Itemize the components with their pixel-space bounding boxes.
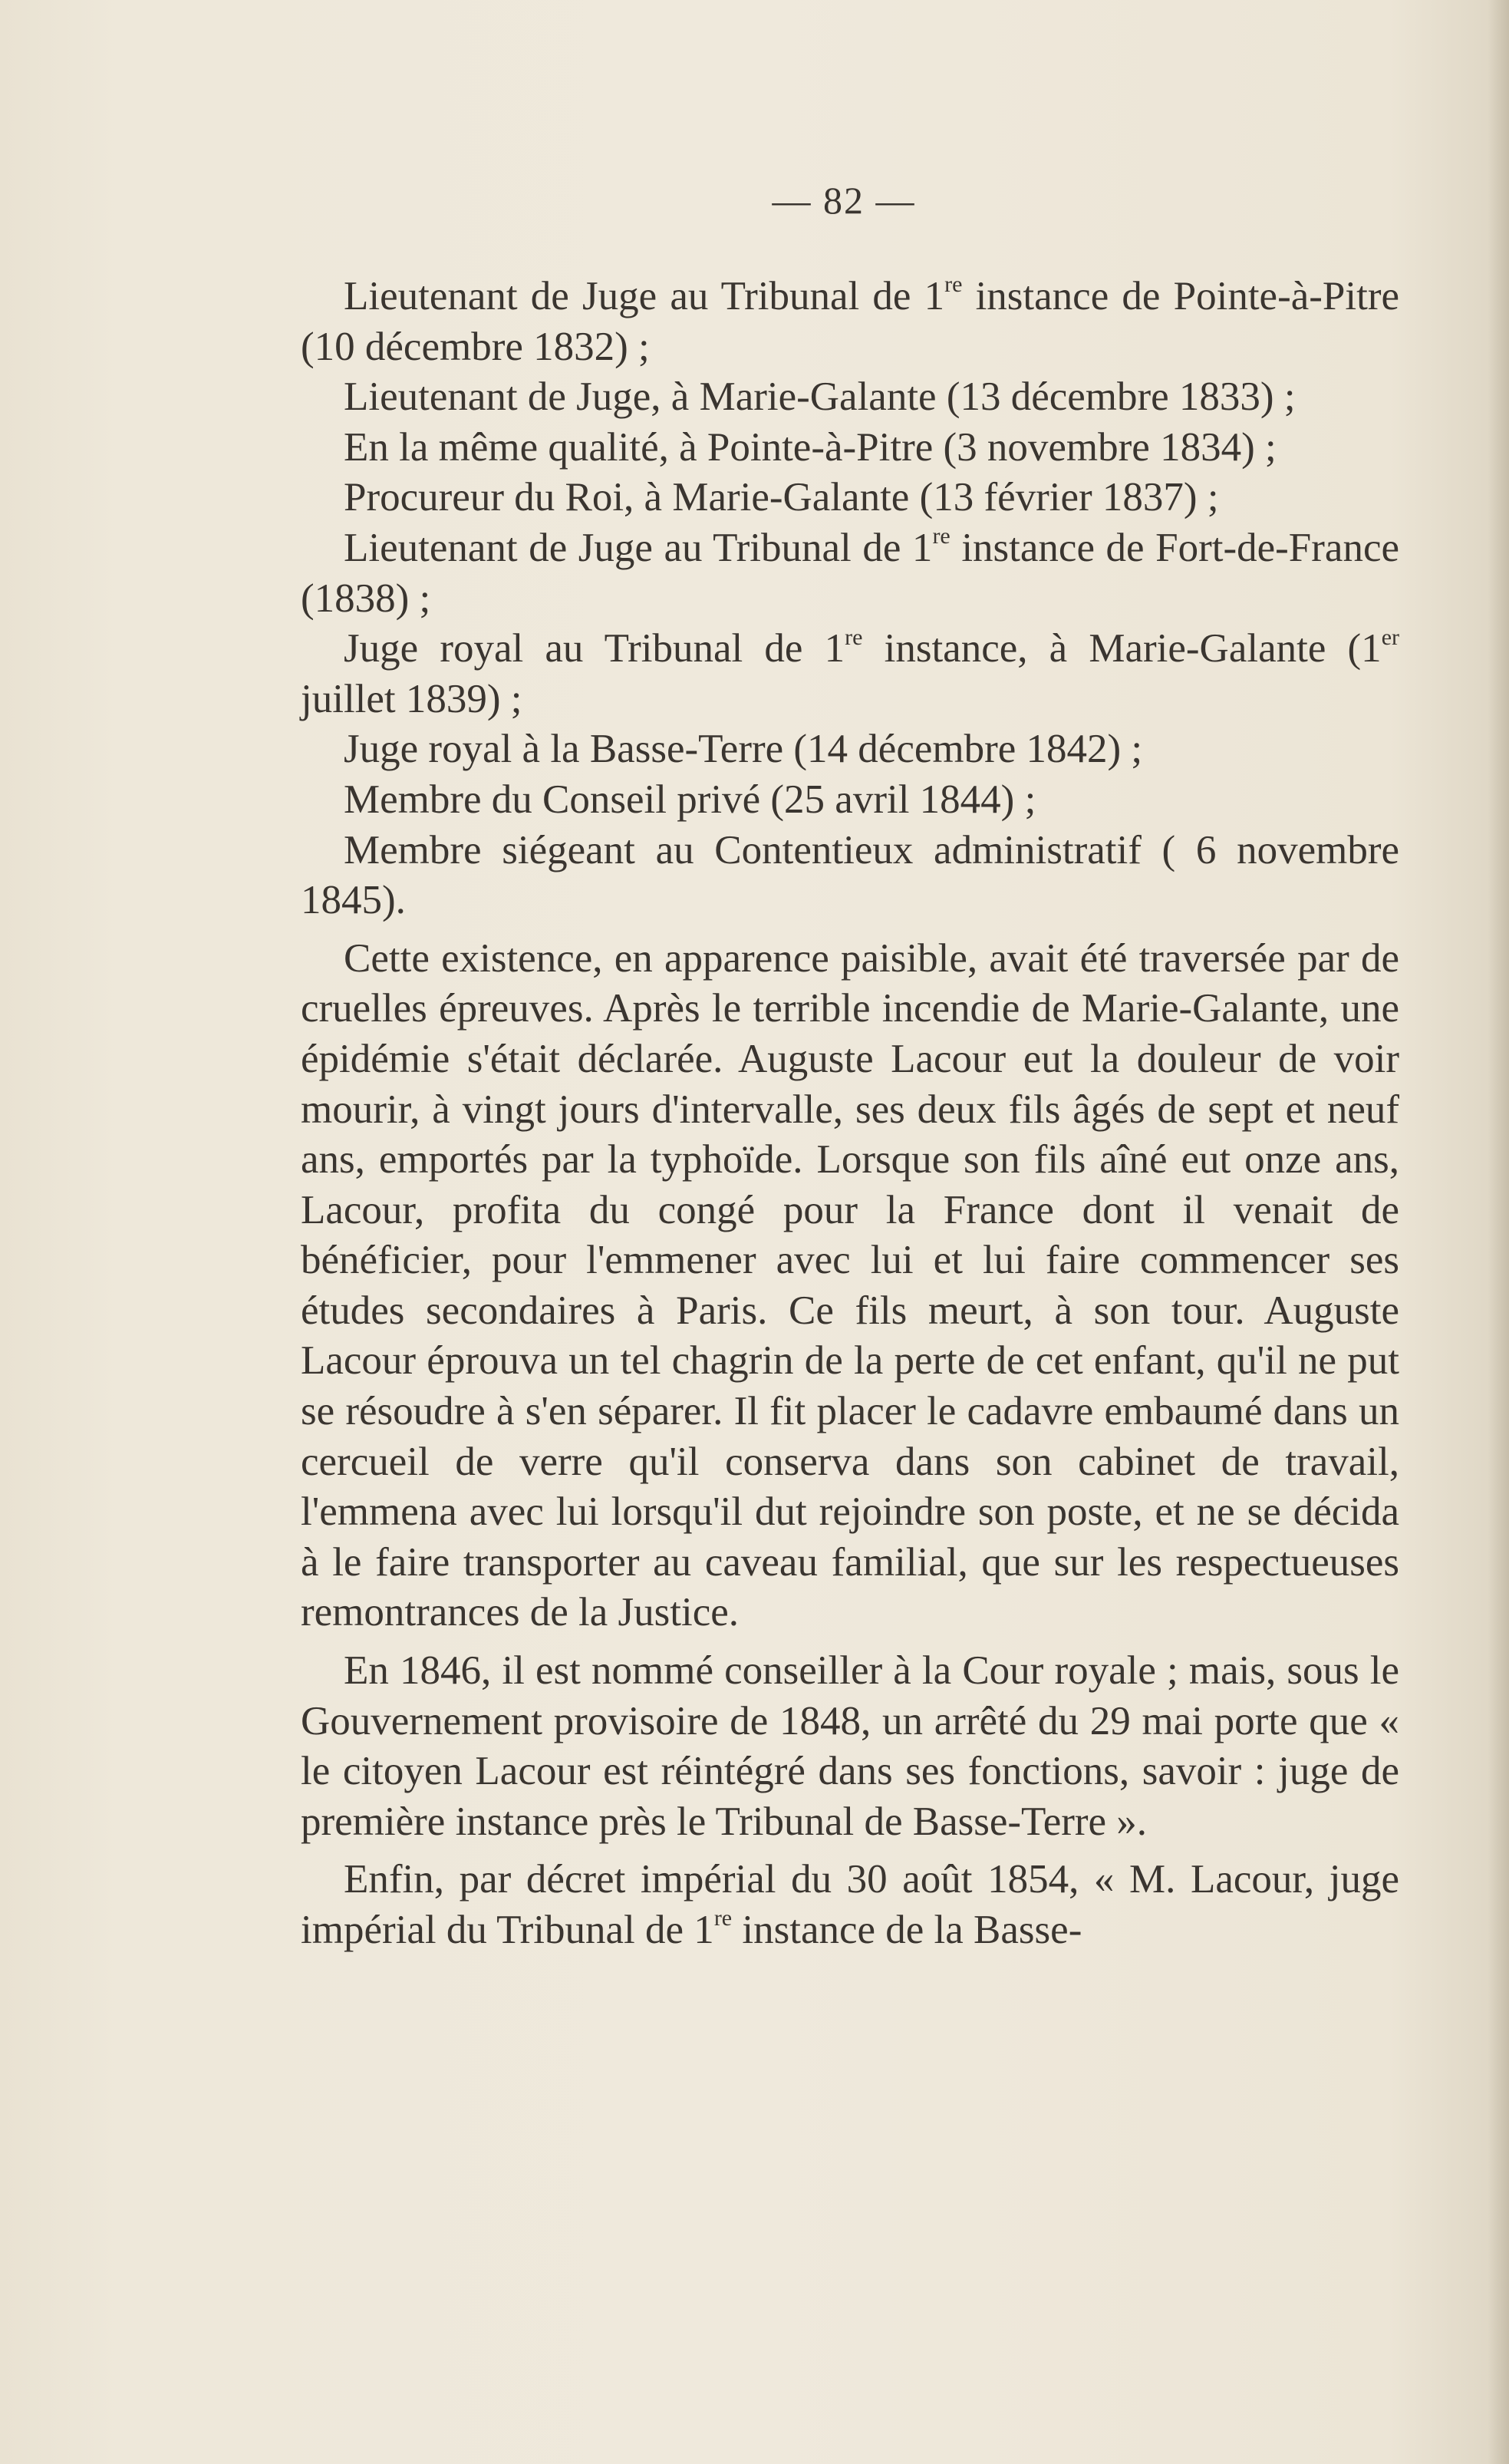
career-item: Juge royal au Tribunal de 1re instance, à Marie-Galante (1er juillet 1839) ; <box>301 624 1399 721</box>
career-item: Membre du Conseil privé (25 avril 1844) ; <box>344 777 1036 822</box>
career-item: Membre siégeant au Contentieux administratif ( 6 novembre 1845). <box>301 827 1399 923</box>
page-edge-shadow <box>1488 0 1509 2464</box>
paragraph-existence: Cette existence, en apparence paisible, avait été traversée par de cruelles épreuves. Après le terrible incendie de Marie-Galante, une épidémie s'était déclarée. Auguste Lacour eut la douleur de voir mourir, à vingt jours d'intervalle, ses deux fils âgés de sept et neuf ans, emportés par la typhoïde. Lorsque son fils aîné eut onze ans, Lacour, profita du congé pour la France dont il venait de bénéficier, pour l'emmener avec lui et lui faire commencer ses études secondaires à Paris. Ce fils meurt, à son tour. Auguste Lacour éprouva un tel chagrin de la perte de cet enfant, qu'il ne put se résoudre à s'en séparer. Il fit placer le cadavre embaumé dans un cercueil de verre qu'il conserva dans son cabinet de travail, l'emmena avec lui lorsqu'il dut rejoindre son poste, et ne se décida à le faire transporter au caveau familial, que sur les respectueuses remontrances de la Justice. <box>301 935 1399 1635</box>
career-item: Juge royal à la Basse-Terre (14 décembre 1842) ; <box>344 727 1143 772</box>
career-item: Lieutenant de Juge au Tribunal de 1re instance de Fort-de-France (1838) ; <box>301 523 1399 621</box>
career-item: Lieutenant de Juge, à Marie-Galante (13 décembre 1833) ; <box>344 374 1296 420</box>
career-item: Lieutenant de Juge au Tribunal de 1re instance de Pointe-à-Pitre (10 décembre 1832) ; <box>301 272 1399 369</box>
paragraph-1854: Enfin, par décret impérial du 30 août 1854, « M. Lacour, juge impérial du Tribunal de 1re instance de la Basse- <box>301 1857 1399 1952</box>
career-item: En la même qualité, à Pointe-à-Pitre (3 novembre 1834) ; <box>344 424 1277 470</box>
page-number: — 82 — <box>772 179 916 222</box>
paragraph-1846: En 1846, il est nommé conseiller à la Cour royale ; mais, sous le Gouvernement provisoire de 1848, un arrêté du 29 mai porte que « le citoyen Lacour est réintégré dans ses fonctions, savoir : juge de première instance près le Tribunal de Basse-Terre ». <box>301 1648 1399 1844</box>
career-item: Procureur du Roi, à Marie-Galante (13 février 1837) ; <box>344 475 1219 520</box>
body-text <box>301 272 1399 1956</box>
